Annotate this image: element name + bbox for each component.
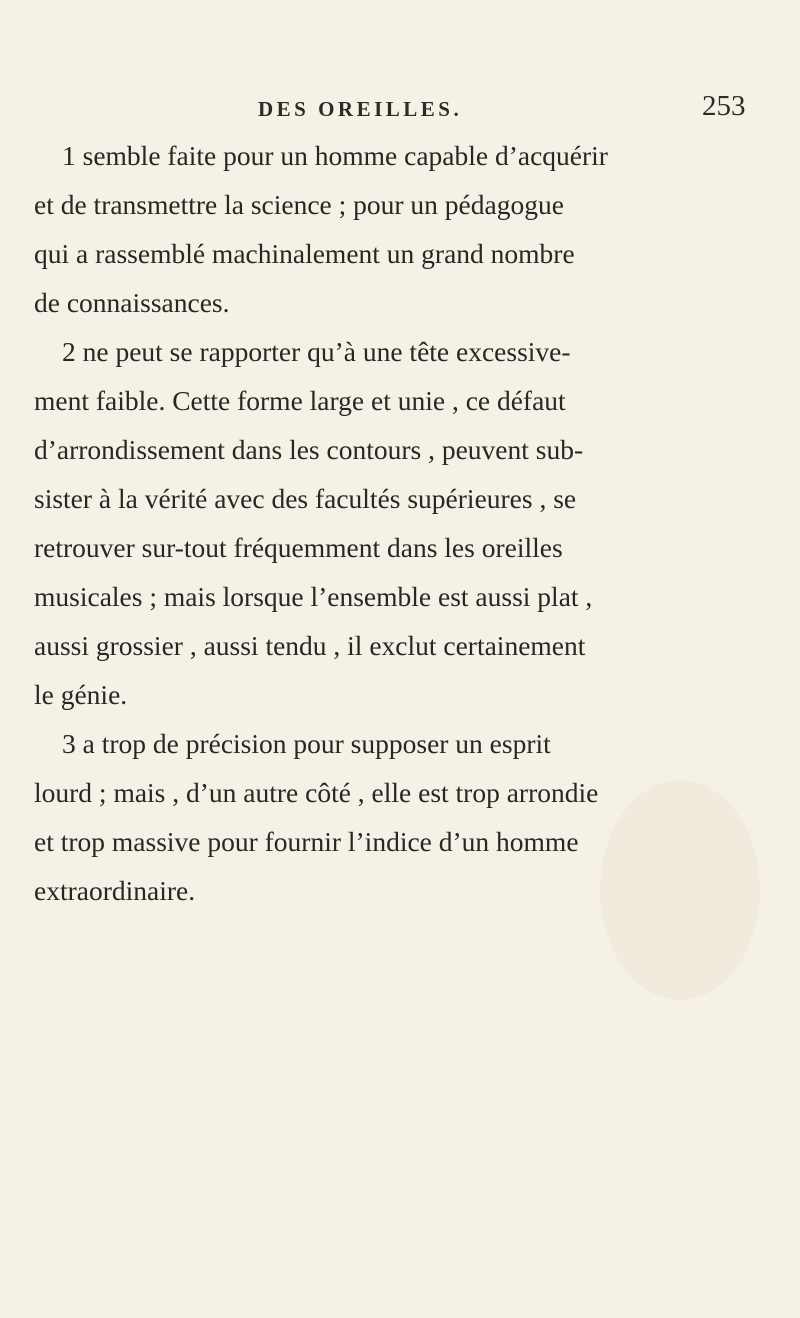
text-line: qui a rassemblé machinalement un grand nombre bbox=[34, 238, 575, 269]
text-line: 1 semble faite pour un homme capable d’acquérir bbox=[62, 140, 608, 171]
text-line: ment faible. Cette forme large et unie , ce défaut bbox=[34, 385, 566, 416]
text-line: retrouver sur-tout fréquemment dans les oreilles bbox=[34, 532, 563, 563]
text-line: lourd ; mais , d’un autre côté , elle est trop arrondie bbox=[34, 777, 599, 808]
text-line: sister à la vérité avec des facultés supérieures , se bbox=[34, 483, 577, 514]
paper-stain bbox=[600, 780, 760, 1000]
text-line: aussi grossier , aussi tendu , il exclut certainement bbox=[34, 630, 586, 661]
text-line: le génie. bbox=[34, 679, 128, 710]
text-line: et de transmettre la science ; pour un pédagogue bbox=[34, 189, 564, 220]
running-head: DES OREILLES. bbox=[258, 97, 463, 121]
text-line: d’arrondissement dans les contours , peuvent sub- bbox=[34, 434, 584, 465]
text-line: et trop massive pour fournir l’indice d’un homme bbox=[34, 826, 579, 857]
text-line: 3 a trop de précision pour supposer un esprit bbox=[62, 728, 551, 759]
text-line: musicales ; mais lorsque l’ensemble est aussi plat , bbox=[34, 581, 593, 612]
text-line: de connaissances. bbox=[34, 287, 230, 318]
text-line: extraordinaire. bbox=[34, 875, 196, 906]
text-line: 2 ne peut se rapporter qu’à une tête excessive- bbox=[62, 336, 571, 367]
page-number: 253 bbox=[702, 90, 746, 122]
